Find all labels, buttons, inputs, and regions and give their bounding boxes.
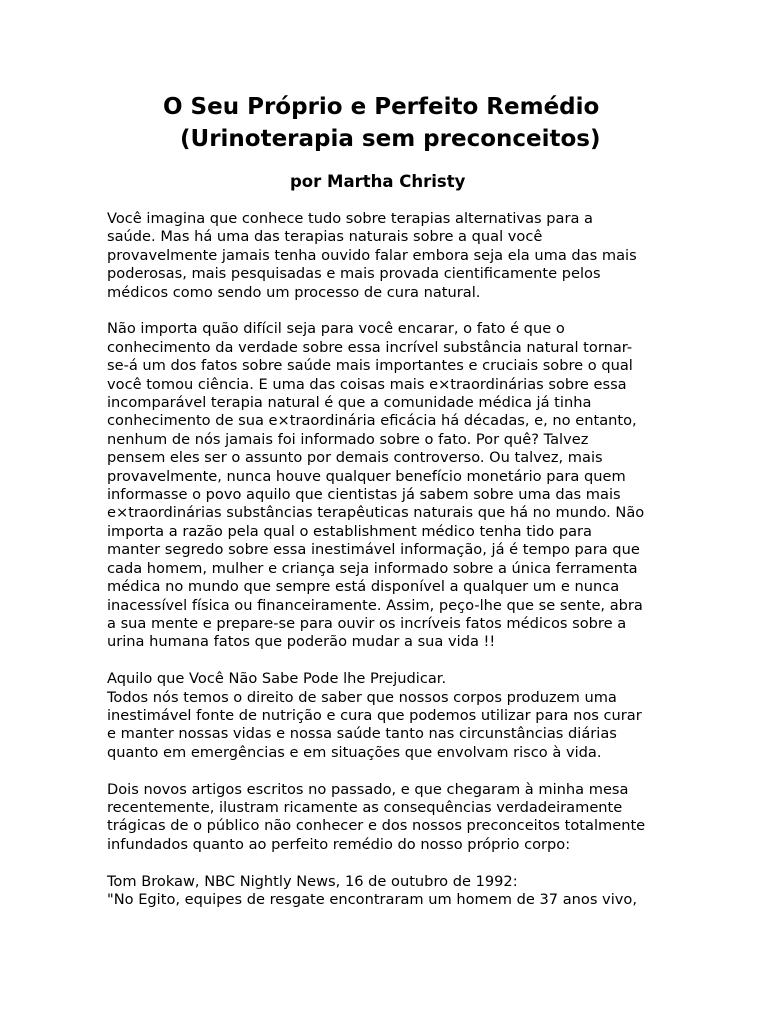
- text-line: informasse o povo aquilo que cientistas já sabem sobre uma das mais: [107, 486, 621, 504]
- section-heading: Aquilo que Você Não Sabe Pode lhe Prejudicar.: [107, 670, 447, 688]
- document-subtitle: (Urinoterapia sem preconceitos): [180, 126, 601, 152]
- text-line: e manter nossas vidas e nossa saúde tanto nas circunstâncias diárias: [107, 725, 617, 743]
- text-line: e×traordinárias substâncias terapêuticas naturais que há no mundo. Não: [107, 504, 645, 522]
- citation-line: Tom Brokaw, NBC Nightly News, 16 de outubro de 1992:: [107, 872, 518, 890]
- text-line: recentemente, ilustram ricamente as consequências verdadeiramente: [107, 798, 623, 816]
- text-line: inestimável fonte de nutrição e cura que podemos utilizar para nos curar: [107, 706, 642, 724]
- text-line: Não importa quão difícil seja para você encarar, o fato é que o: [107, 320, 565, 338]
- paragraph-5: [107, 873, 667, 910]
- text-line: manter segredo sobre essa inestimável informação, já é tempo para que: [107, 541, 640, 559]
- text-line: você tomou ciência. E uma das coisas mais e×traordinárias sobre essa: [107, 375, 627, 393]
- body-text: [107, 210, 667, 928]
- text-line: saúde. Mas há uma das terapias naturais sobre a qual você: [107, 228, 543, 246]
- text-line: nenhum de nós jamais foi informado sobre o fato. Por quê? Talvez: [107, 430, 589, 448]
- text-line: poderosas, mais pesquisadas e mais provada cientificamente pelos: [107, 265, 601, 283]
- text-line: importa a razão pela qual o establishment médico tenha tido para: [107, 522, 592, 540]
- paragraph-4: [107, 781, 667, 855]
- paragraph-2: [107, 320, 667, 651]
- text-line: médica no mundo que sempre está disponível a qualquer um e nunca: [107, 578, 620, 596]
- text-line: infundados quanto ao perfeito remédio do nosso próprio corpo:: [107, 835, 571, 853]
- paragraph-3: [107, 670, 667, 762]
- text-line: cada homem, mulher e criança seja informado sobre a única ferramenta: [107, 559, 638, 577]
- text-line: conhecimento de sua e×traordinária eficácia há décadas, e, no entanto,: [107, 412, 637, 430]
- text-line: incomparável terapia natural é que a comunidade médica já tinha: [107, 394, 592, 412]
- text-line: provavelmente jamais tenha ouvido falar embora seja ela uma das mais: [107, 246, 637, 264]
- text-line: Todos nós temos o direito de saber que nossos corpos produzem uma: [107, 688, 617, 706]
- text-line: se-á um dos fatos sobre saúde mais importantes e cruciais sobre o qual: [107, 357, 633, 375]
- document-title: O Seu Próprio e Perfeito Remédio: [163, 94, 600, 120]
- text-line: médicos como sendo um processo de cura natural.: [107, 283, 481, 301]
- text-line: quanto em emergências e em situações que envolvam risco à vida.: [107, 743, 602, 761]
- paragraph-1: [107, 210, 667, 302]
- text-line: pensem eles ser o assunto por demais controverso. Ou talvez, mais: [107, 449, 603, 467]
- text-line: Você imagina que conhece tudo sobre terapias alternativas para a: [107, 210, 593, 227]
- text-line: provavelmente, nunca houve qualquer benefício monetário para quem: [107, 467, 626, 485]
- text-line: inacessível física ou financeiramente. Assim, peço-lhe que se sente, abra: [107, 596, 643, 614]
- text-line: a sua mente e prepare-se para ouvir os incríveis fatos médicos sobre a: [107, 614, 627, 632]
- text-line: conhecimento da verdade sobre essa incrível substância natural tornar-: [107, 338, 633, 356]
- author-byline: por Martha Christy: [290, 172, 466, 191]
- quote-line: "No Egito, equipes de resgate encontraram um homem de 37 anos vivo,: [107, 890, 637, 908]
- text-line: urina humana fatos que poderão mudar a sua vida !!: [107, 633, 496, 651]
- text-line: Dois novos artigos escritos no passado, e que chegaram à minha mesa: [107, 780, 629, 798]
- text-line: trágicas de o público não conhecer e dos nossos preconceitos totalmente: [107, 817, 646, 835]
